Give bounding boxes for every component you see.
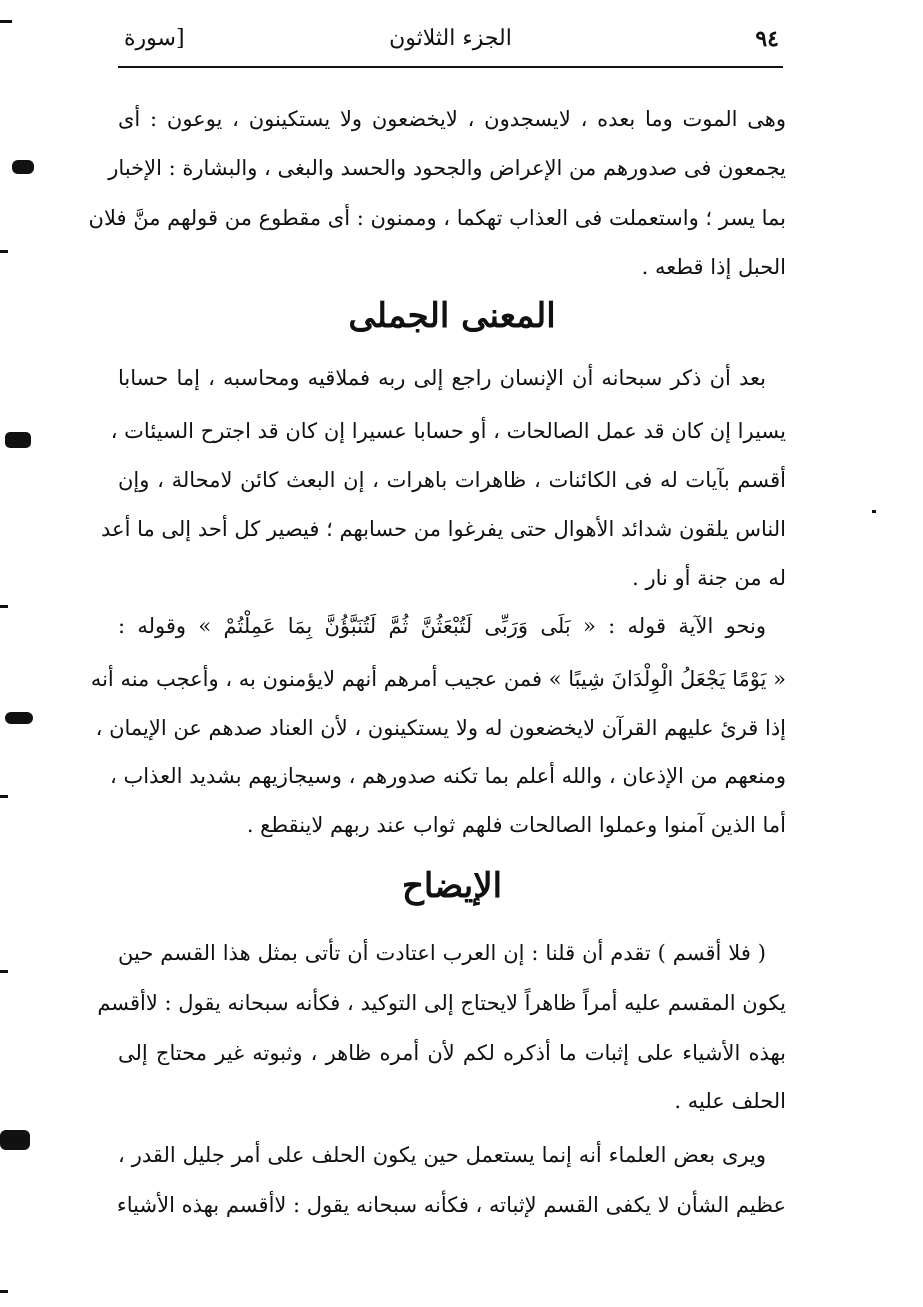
text-line: بهذه الأشياء على إثبات ما أذكره لكم لأن أمره ظاهر ، وثبوته غير محتاج إلى <box>118 1041 786 1065</box>
text-line: الناس يلقون شدائد الأهوال حتى يفرغوا من حسابهم ؛ فيصير كل أحد إلى ما أعد <box>101 517 786 541</box>
text-line: ومنعهم من الإذعان ، والله أعلم بما تكنه صدورهم ، وسيجازيهم بشديد العذاب ، <box>110 764 786 788</box>
scan-mark <box>0 795 8 798</box>
text-line: يجمعون فى صدورهم من الإعراض والجحود والحسد والبغى ، والبشارة : الإخبار <box>108 156 786 180</box>
text-line: بما يسر ؛ واستعملت فى العذاب تهكما ، وممنون : أى مقطوع من قولهم منَّ فلان <box>88 206 786 230</box>
scan-mark <box>0 1290 8 1293</box>
section-heading: الإيضاح <box>401 866 503 906</box>
text-line: يسيرا إن كان قد عمل الصالحات ، أو حسابا عسيرا إن كان قد اجترح السيئات ، <box>110 419 786 443</box>
text-line: أما الذين آمنوا وعملوا الصالحات فلهم ثواب عند ربهم لاينقطع . <box>246 813 786 837</box>
text-line: « يَوْمًا يَجْعَلُ الْوِلْدَانَ شِيبًا » فمن عجيب أمرهم أنهم لايؤمنون به ، وأعجب منه أنه <box>90 667 786 691</box>
scan-mark <box>0 250 8 253</box>
section-heading: المعنى الجملى <box>348 296 556 336</box>
scan-blot <box>0 1130 30 1150</box>
scan-blot <box>5 432 31 448</box>
page-number: ٩٤ <box>755 26 779 52</box>
text-line: يكون المقسم عليه أمراً ظاهراً لايحتاج إلى التوكيد ، فكأنه سبحانه يقول : لاأقسم <box>97 991 786 1015</box>
text-line: ونحو الآية قوله : « بَلَى وَرَبِّى لَتُبْعَثُنَّ ثُمَّ لَتُنَبَّؤُنَّ بِمَا عَمِلْتُمْ » وقوله : <box>118 614 766 638</box>
page-header <box>118 14 783 68</box>
text-line: ( فلا أقسم ) تقدم أن قلنا : إن العرب اعتادت أن تأتى بمثل هذا القسم حين <box>118 941 766 965</box>
running-title: الجزء الثلاثون <box>389 26 512 51</box>
text-line: عظيم الشأن لا يكفى القسم لإثباته ، فكأنه سبحانه يقول : لاأقسم بهذه الأشياء <box>116 1193 786 1217</box>
surah-label: [سورة <box>124 26 185 51</box>
text-line: أقسم بآيات له فى الكائنات ، ظاهرات باهرات ، إن البعث كائن لامحالة ، وإن <box>118 468 786 492</box>
scan-mark <box>0 970 8 973</box>
text-line: إذا قرئ عليهم القرآن لايخضعون له ولا يستكينون ، لأن العناد صدهم عن الإيمان ، <box>95 716 786 740</box>
scan-mark <box>872 510 876 513</box>
text-line: وهى الموت وما بعده ، لايسجدون ، لايخضعون ولا يستكينون ، يوعون : أى <box>118 107 786 131</box>
scan-mark <box>0 605 8 608</box>
scan-blot <box>12 160 34 174</box>
text-line: له من جنة أو نار . <box>632 566 786 590</box>
text-line: الحبل إذا قطعه . <box>641 255 786 279</box>
text-line: ويرى بعض العلماء أنه إنما يستعمل حين يكون الحلف على أمر جليل القدر ، <box>118 1143 766 1167</box>
text-line: الحلف عليه . <box>674 1089 786 1113</box>
text-line: بعد أن ذكر سبحانه أن الإنسان راجع إلى ربه فملاقيه ومحاسبه ، إما حسابا <box>118 366 766 390</box>
scan-blot <box>5 712 33 724</box>
scan-mark <box>0 20 12 23</box>
